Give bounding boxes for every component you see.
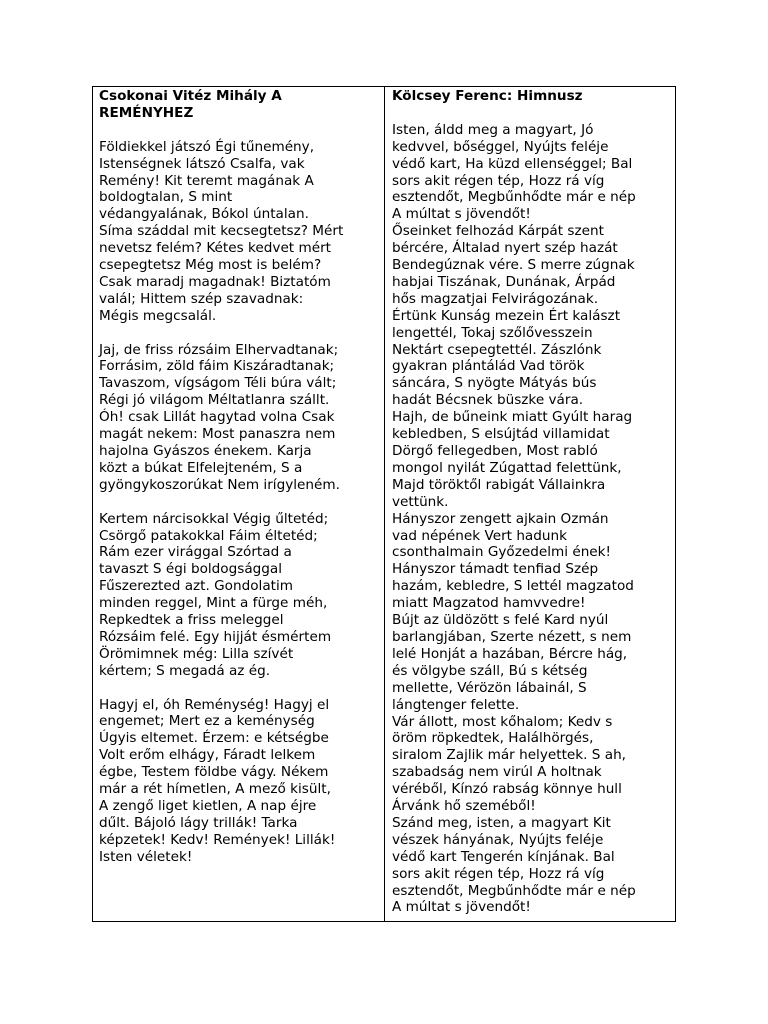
poem-line: Bendegúznak vére. S merre zúgnak <box>392 257 635 274</box>
poem-line: tavaszt S égi boldogsággal <box>99 561 283 578</box>
poem-line: Istenségnek látszó Csalfa, vak <box>99 155 305 172</box>
poem-line: Fűszerezted azt. Gondolatim <box>99 578 294 595</box>
poem-line: A múltat s jövendőt! <box>392 206 531 223</box>
poem-line: Csak maradj magadnak! Biztatóm <box>99 273 331 290</box>
poem-line: gyakran plántálád Vad török <box>392 358 585 375</box>
poem-line: hazám, kebledre, S lettél magzatod <box>392 578 634 595</box>
poem-line: lengettél, Tokaj szőlővesszein <box>392 324 593 341</box>
poem-line: habjai Tiszának, Dunának, Árpád <box>392 273 616 290</box>
poem-line: csepegtetsz Még most is belém? <box>99 257 322 274</box>
poem-line: magát nekem: Most panaszra nem <box>99 426 336 443</box>
stanza <box>99 342 379 494</box>
poem-line: valál; Hittem szép szavadnak: <box>99 290 304 307</box>
poem-line: siralom Zajlik már helyettek. S ah, <box>392 747 627 764</box>
poem-line: Repkedtek a friss meleggel <box>99 612 284 629</box>
poem-line: Árvánk hő szeméből! <box>392 798 536 815</box>
poem-line: hadát Bécsnek büszke vára. <box>392 392 584 409</box>
poem-line: minden reggel, Mint a fürge méh, <box>99 595 328 612</box>
left-column <box>93 87 385 921</box>
poem-line: miatt Magzatod hamvvedre! <box>392 595 586 612</box>
poem-line: már a rét hímetlen, A mező kisült, <box>99 781 331 798</box>
poem-line: vad népének Vert hadunk <box>392 527 567 544</box>
poem-line: mongol nyilát Zúgattad felettünk, <box>392 459 622 476</box>
poem-line: Szánd meg, isten, a magyart Kit <box>392 814 611 831</box>
poem-line: öröm röpkedtek, Halálhörgés, <box>392 730 594 747</box>
poem-line: hős magzatjai Felvirágozának. <box>392 290 599 307</box>
poem-line: hajolna Gyászos énekem. Karja <box>99 443 312 459</box>
poem-line: kértem; S megadá az ég. <box>99 662 271 679</box>
stanza <box>99 139 379 325</box>
poem-line: Úgyis eltemet. Érzem: e kétségbe <box>99 730 329 747</box>
poem-line: Bújt az üldözött s felé Kard nyúl <box>392 612 609 629</box>
poem-line: Vár állott, most kőhalom; Kedv s <box>392 713 613 730</box>
poem-line: védangyalának, Bókol úntalan. <box>99 206 309 223</box>
poem-line: képzetek! Kedv! Remények! Lillák! <box>99 831 336 848</box>
poem-line: Régi jó világom Méltatlanra szállt. <box>99 392 330 409</box>
poem-line: Remény! Kit teremt magának A <box>99 172 314 189</box>
poem-line: Mégis megcsalál. <box>99 307 217 324</box>
poem-line: vettünk. <box>392 493 449 510</box>
poem-line: sors akit régen tép, Hozz rá víg <box>392 172 605 189</box>
poem-line: Volt erőm elhágy, Fáradt lelkem <box>99 747 316 764</box>
stanza <box>99 511 379 680</box>
poem-line: A múltat s jövendőt! <box>392 899 531 916</box>
poem-line: közt a búkat Elfelejteném, S a <box>99 459 303 476</box>
left-poem-body <box>99 139 379 866</box>
poem-line: barlangjában, Szerte nézett, s nem <box>392 628 632 645</box>
poem-line: Síma száddal mit kecsegtetsz? Mért <box>99 223 344 240</box>
poem-line: Rám ezer virággal Szórtad a <box>99 544 292 561</box>
poem-line: A zengő liget kietlen, A nap éjre <box>99 798 317 814</box>
poem-line: Forrásim, zöld fáim Kiszáradtanak; <box>99 358 335 375</box>
poem-line: csonthalmain Győzedelmi ének! <box>392 544 611 561</box>
poem-line: Dörgő fellegedben, Most rabló <box>392 443 598 460</box>
poem-line: kedvvel, bőséggel, Nyújts feléje <box>392 138 609 155</box>
poem-line: Jaj, de friss rózsáim Elhervadtanak; <box>99 341 339 358</box>
poem-line: Örömimnek még: Lilla szívét <box>99 645 294 662</box>
poem-line: Isten, áldd meg a magyart, Jó <box>392 121 594 138</box>
poem-line: sáncára, S nyögte Mátyás bús <box>392 375 597 392</box>
left-poem-title: Csokonai Vitéz Mihály A REMÉNYHEZ <box>99 88 282 121</box>
poem-line: védő kart Tengerén kínjának. Bal <box>392 848 615 865</box>
poem-line: Hajh, de bűneink miatt Gyúlt harag <box>392 409 633 426</box>
poem-line: boldogtalan, S mint <box>99 189 233 206</box>
poem-line: lángtenger felette. <box>392 696 520 713</box>
poem-line: esztendőt, Megbűnhődte már e nép <box>392 189 636 206</box>
poem-line: mellette, Vérözön lábainál, S <box>392 679 587 696</box>
poem-line: Isten véletek! <box>99 848 193 865</box>
poem-line: Őseinket felhozád Kárpát szent <box>392 223 604 240</box>
poem-line: Óh! csak Lillát hagytad volna Csak <box>99 409 335 426</box>
poem-line: Hányszor támadt tenfiad Szép <box>392 561 599 578</box>
stanza <box>99 697 379 866</box>
poem-line: Nektárt csepegtettél. Zászlónk <box>392 341 602 358</box>
poem-line: esztendőt, Megbűnhődte már e nép <box>392 882 636 899</box>
poem-line: védő kart, Ha küzd ellenséggel; Bal <box>392 155 633 172</box>
poem-line: engemet; Mert ez a keménység <box>99 713 315 730</box>
poem-line: Tavaszom, vígságom Téli búra vált; <box>99 375 337 392</box>
right-poem-body <box>392 122 670 917</box>
poem-line: szabadság nem virúl A holtnak <box>392 764 602 781</box>
poem-line: Hagyj el, óh Reménység! Hagyj el <box>99 696 330 713</box>
poem-line: dűlt. Bájoló lágy trillák! Tarka <box>99 814 298 831</box>
poem-line: gyöngykoszorúkat Nem irígyleném. <box>99 476 340 493</box>
poem-line: bércére, Általad nyert szép hazát <box>392 240 618 257</box>
right-column <box>385 87 675 921</box>
poem-line: és völgybe száll, Bú s kétség <box>392 662 588 679</box>
poem-line: Csörgő patakokkal Fáim éltetéd; <box>99 527 318 544</box>
poem-line: Hányszor zengett ajkain Ozmán <box>392 510 609 527</box>
right-poem-title: Kölcsey Ferenc: Himnusz <box>392 88 583 104</box>
poem-line: véréből, Kínzó rabság könnye hull <box>392 781 622 798</box>
poem-line: sors akit régen tép, Hozz rá víg <box>392 865 605 882</box>
poem-table <box>92 86 676 922</box>
poem-line: Majd töröktől rabigát Vállainkra <box>392 476 606 493</box>
poem-line: Rózsáim felé. Egy hijját ésmértem <box>99 628 332 645</box>
poem-line: nevetsz felém? Kétes kedvet mért <box>99 240 331 257</box>
poem-line: vészek hányának, Nyújts feléje <box>392 831 604 848</box>
poem-line: lelé Honját a hazában, Bércre hág, <box>392 645 628 662</box>
poem-line: égbe, Testem földbe vágy. Nékem <box>99 764 329 781</box>
poem-line: Kertem nárcisokkal Végig űltetéd; <box>99 510 329 527</box>
poem-line: Földiekkel játszó Égi tűnemény, <box>99 138 315 155</box>
poem-line: kebledben, S elsújtád villamidat <box>392 426 610 443</box>
poem-line: Értünk Kunság mezein Ért kalászt <box>392 307 621 324</box>
